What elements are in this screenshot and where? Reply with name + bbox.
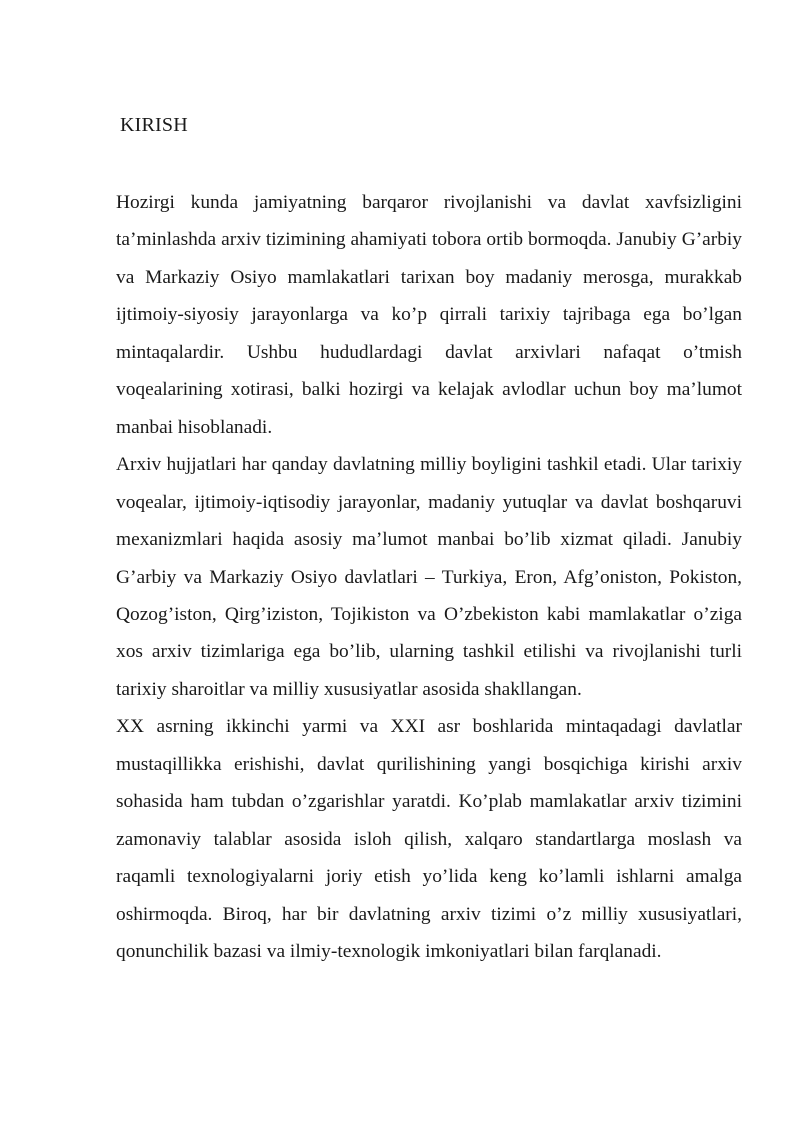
section-heading: KIRISH <box>120 114 188 136</box>
paragraph-3: XX asrning ikkinchi yarmi va XXI asr boshlarida mintaqadagi davlatlar mustaqillikka erishishi, davlat qurilishining yangi bosqichiga kirishi arxiv sohasida ham tubdan o’zgarishlar yaratdi. Ko’plab mamlakatlar arxiv tizimini zamonaviy talablar asosida isloh qilish, xalqaro standartlarga moslash va raqamli texnologiyalarni joriy etish yo’lida keng ko’lamli ishlarni amalga oshirmoqda. Biroq, har bir davlatning arxiv tizimi o’z milliy xususiyatlari, qonunchilik bazasi va ilmiy-texnologik imkoniyatlari bilan farqlanadi. <box>116 716 742 963</box>
document-body <box>116 184 742 971</box>
paragraph-2: Arxiv hujjatlari har qanday davlatning milliy boyligini tashkil etadi. Ular tarixiy voqealar, ijtimoiy-iqtisodiy jarayonlar, madaniy yutuqlar va davlat boshqaruvi mexanizmlari haqida asosiy ma’lumot manbai bo’lib xizmat qiladi. Janubiy G’arbiy va Markaziy Osiyo davlatlari – Turkiya, Eron, Afg’oniston, Pokiston, Qozog’iston, Qirg’iziston, Tojikiston va O’zbekiston kabi mamlakatlar o’ziga xos arxiv tizimlariga ega bo’lib, ularning tashkil etilishi va rivojlanishi turli tarixiy sharoitlar va milliy xususiyatlar asosida shakllangan. <box>116 454 742 700</box>
paragraph-1: Hozirgi kunda jamiyatning barqaror rivojlanishi va davlat xavfsizligini ta’minlashda arxiv tizimining ahamiyati tobora ortib bormoqda. Janubiy G’arbiy va Markaziy Osiyo mamlakatlari tarixan boy madaniy merosga, murakkab ijtimoiy-siyosiy jarayonlarga va ko’p qirrali tarixiy tajribaga ega bo’lgan mintaqalardir. Ushbu hududlardagi davlat arxivlari nafaqat o’tmish voqealarining xotirasi, balki hozirgi va kelajak avlodlar uchun boy ma’lumot manbai hisoblanadi. <box>116 192 742 438</box>
